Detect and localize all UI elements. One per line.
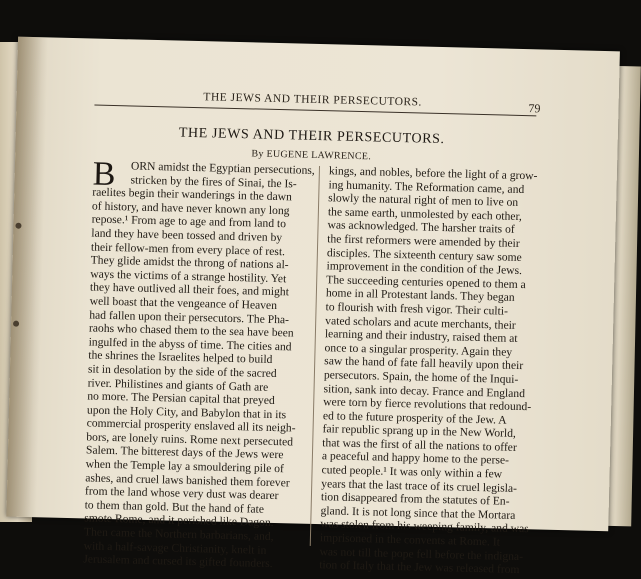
page-number: 79	[528, 101, 541, 116]
text-line: vated scholars and acute merchants, their	[325, 313, 516, 332]
text-line: fair republic sprang up in the New World,	[322, 422, 517, 441]
text-line: gland. It is not long since that the Mortara	[320, 504, 516, 522]
byline: By EUGENE LAWRENCE.	[251, 148, 372, 163]
text-line: They glide amidst the throng of nations al-	[90, 253, 289, 272]
text-line: Then came the Northern barbarians, and,	[83, 525, 274, 544]
right-column	[319, 164, 551, 577]
text-line: kings, and nobles, before the light of a grow-	[328, 164, 538, 183]
text-line: disciples. The sixteenth century saw some	[326, 245, 522, 264]
text-line: home in all Protestant lands. They began	[325, 286, 515, 305]
text-line: ingulfed in the abyss of time. The cities and	[88, 335, 292, 354]
text-line: ways the victims of a strange hostility. Yet	[90, 267, 287, 286]
text-line: stricken by the fires of Sinai, the Is-	[130, 173, 297, 191]
text-line: Jerusalem and cursed its gifted founders.	[83, 552, 273, 571]
text-line: to flourish with fresh vigor. Their culti-	[325, 300, 509, 318]
text-line: was acknowledged. The harsher traits of	[327, 218, 515, 237]
text-line: once to a singular prosperity. Again they	[324, 340, 513, 359]
text-line: smote Rome, and it perished like Dagon.	[84, 511, 274, 530]
text-line: of history, and have never known any long	[91, 199, 290, 218]
text-line: upon the Holy City, and Babylon that in its	[86, 403, 287, 421]
text-line: saw the hand of fate fall heavily upon their	[324, 354, 524, 373]
text-line: river. Philistines and giants of Gath are	[87, 375, 269, 394]
text-line: a peaceful and happy home to the perse-	[321, 449, 510, 468]
running-head: THE JEWS AND THEIR PERSECUTORS.	[203, 91, 423, 109]
text-line: repose.¹ From age to age and from land to	[91, 212, 287, 231]
text-line: tion of Italy that the Jew was released from	[319, 558, 520, 577]
text-line: the first reformers were amended by their	[327, 232, 520, 250]
text-line: slowly the natural right of men to live on	[328, 191, 519, 210]
text-line: the same earth, unmolested by each other,	[327, 205, 522, 223]
text-line: sition, sank into decay. France and England	[323, 381, 526, 400]
text-line: with a half-savage Christianity, knelt in	[83, 539, 267, 557]
text-line: commercial prosperity enslaved all its neigh-	[86, 416, 296, 435]
text-line: bors, are lonely ruins. Rome next persecuted	[86, 430, 294, 449]
text-line: the shrines the Israelites helped to build	[88, 348, 273, 367]
text-line: their fellow-men from every place of rest.	[90, 240, 286, 258]
text-line: raohs who chased them to the sea have been	[88, 321, 294, 340]
text-line: that was the first of all the nations to offer	[322, 436, 517, 454]
text-line: raelites begin their wanderings in the dawn	[92, 185, 293, 204]
drop-cap: B	[92, 155, 116, 194]
text-line: were torn by fierce revolutions that redound-	[323, 395, 532, 414]
text-line: ORN amidst the Egyptian persecutions,	[130, 159, 315, 177]
text-line: learning and their industry, raised them at	[324, 327, 518, 346]
text-line: tion disappeared from the statutes of En-	[320, 490, 510, 509]
text-line: ed to the future prosperity of the Jew. A	[322, 408, 507, 427]
text-line: ing humanity. The Reformation came, and	[328, 177, 525, 196]
text-line: had fallen upon their persecutors. The Pha-	[89, 308, 290, 326]
text-line: from the land whose very dust was dearer	[84, 484, 279, 503]
article-title: THE JEWS AND THEIR PERSECUTORS.	[178, 125, 445, 148]
text-line: no more. The Persian capital that preyed	[87, 389, 275, 408]
text-line: ashes, and cruel laws banished them forever	[85, 471, 290, 490]
text-line: was not till the pope fell before the indigna-	[319, 544, 524, 563]
text-line: when the Temple lay a smouldering pile of	[85, 457, 285, 476]
text-line: sit in desolation by the side of the sacred	[87, 362, 277, 380]
text-line: land they have been tossed and driven by	[91, 226, 283, 245]
text-line: cuted people.¹ It was only within a few	[321, 463, 503, 481]
text-line: imprisoned in the convents at Rome. It	[319, 531, 501, 549]
text-line: well boast that the vengeance of Heaven	[89, 294, 278, 312]
text-line: The succeeding centuries opened to them a	[326, 272, 526, 291]
text-line: years that the last trace of its cruel legisla-	[321, 476, 518, 495]
text-line: persecutors. Spain, the home of the Inqui-	[323, 368, 519, 386]
text-line: Salem. The bitterest days of the Jews were	[85, 443, 284, 462]
text-line: improvement in the condition of the Jews.	[326, 259, 523, 278]
text-line: was stolen from his weeping family, and was	[320, 517, 529, 536]
text-line: they have outlived all their foes, and might	[89, 280, 290, 299]
text-line: to them than gold. But the hand of fate	[84, 498, 265, 516]
magazine-page	[6, 37, 620, 577]
left-column	[83, 155, 315, 572]
